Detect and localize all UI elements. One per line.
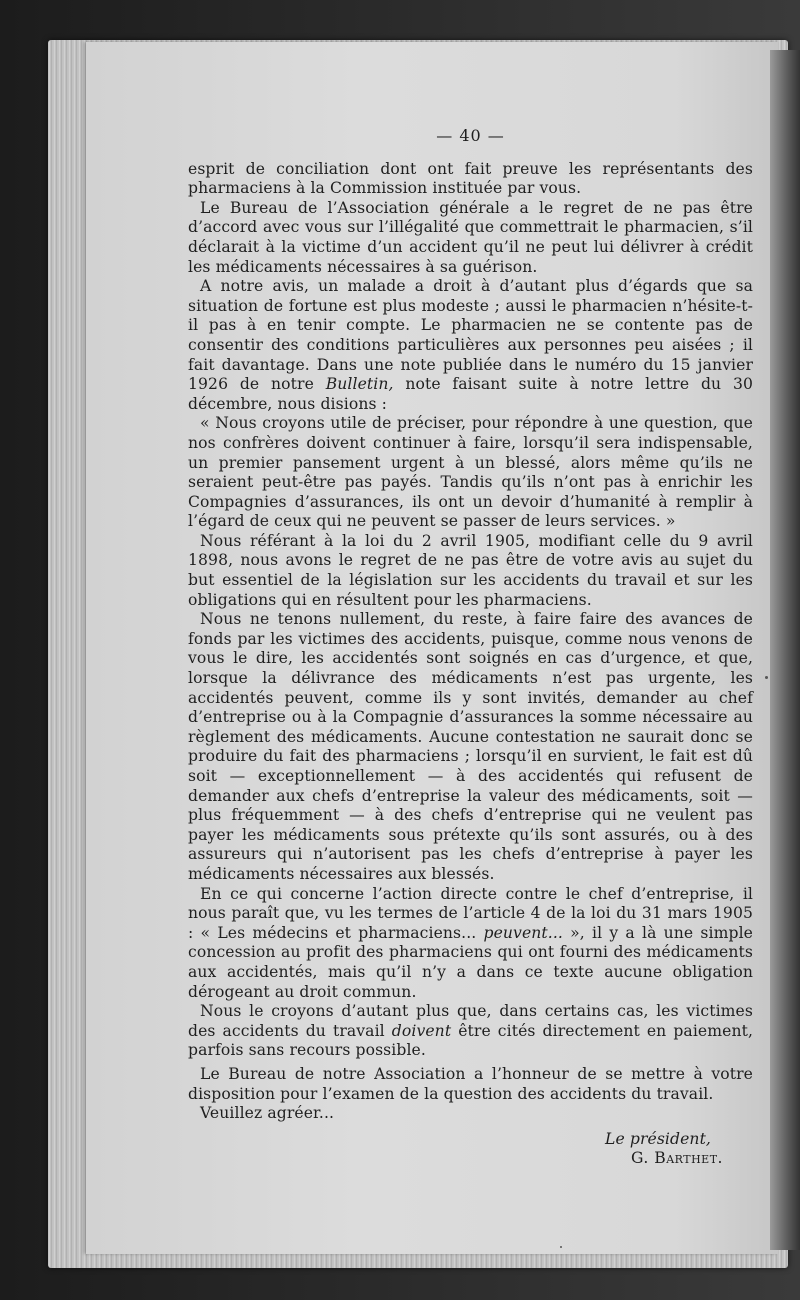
doivent-italic: doivent: [391, 1021, 452, 1040]
paragraph-8-tail: être cités directement en paiement, parfois sans recours possible.: [188, 1021, 754, 1060]
binding-shadow: [770, 50, 800, 1250]
document-body: [188, 126, 753, 1169]
closing-line: Veuillez agréer...: [200, 1104, 335, 1123]
ink-speck: [560, 1246, 562, 1248]
paragraph-3-text: A notre avis, un malade a droit à d’autant plus d’égards que sa situation de fortune est plus modeste ; aussi le pharmacien n’hésite-t-il pas à en tenir compte. Le pharmacien ne se contente pas de consentir des conditions particulières aux personnes peu aisées ; il fait davantage. Dans une note publiée dans le numéro du 15 janvier 1926 de notre: [188, 277, 753, 394]
peuvent-italic: peuvent...: [483, 923, 563, 942]
paragraph-6: Nous ne tenons nullement, du reste, à faire faire des avances de fonds par les victimes des accidents, puisque, comme nous venons de vous le dire, les accidentés sont soignés en cas d’urgence, et que, lorsque la délivrance des médicaments n’est pas urgente, les accidentés peuvent, comme ils y sont invités, demander au chef d’entreprise ou à la Compagnie d’assurances la somme nécessaire au règlement des médicaments. Aucune contestation ne saurait donc se produire du fait des pharmaciens ; lorsqu’il en survient, le fait est dû soit — exceptionnellement — à des accidentés qui refusent de demander aux chefs d’entreprise la valeur des médicaments, soit — plus fréquemment — à des chefs d’entreprise qui ne veulent pas payer les médicaments sous prétexte qu’ils sont assurés, ou à des assureurs qui n’autorisent pas les chefs d’entreprise à payer les médicaments nécessaires aux blessés.: [188, 610, 753, 883]
paragraph-8-text: Nous le croyons d’autant plus que, dans certains cas, les victimes des accidents du travail: [188, 1002, 753, 1040]
paragraph-3-tail: note faisant suite à notre lettre du 30 décembre, nous disions :: [188, 375, 753, 413]
paragraph-9: Le Bureau de notre Association a l’honneur de se mettre à votre disposition pour l’examen de la question des accidents du travail.: [188, 1064, 753, 1103]
signature-title: Le président,: [605, 1129, 711, 1148]
signature-block: [188, 1130, 753, 1169]
paragraph-1: esprit de conciliation dont ont fait preuve les représentants des pharmaciens à la Commission instituée par vous.: [188, 159, 753, 198]
paragraph-5: Nous référant à la loi du 2 avril 1905, modifiant celle du 9 avril 1898, nous avons le regret de ne pas être de votre avis au sujet du but essentiel de la législation sur les accidents du travail et sur les obligations qui en résultent pour les pharmaciens.: [188, 531, 753, 609]
quoted-note: « Nous croyons utile de préciser, pour répondre à une question, que nos confrères doivent continuer à faire, lorsqu’il sera indispensable, un premier pansement urgent à un blessé, alors même qu’ils ne seraient peut-être pas payés. Tandis qu’ils n’ont pas à enrichir les Compagnies d’assurances, ils ont un devoir d’humanité à remplir à l’égard de ceux qui ne peuvent se passer de leurs services. »: [188, 414, 753, 531]
signature-name: G. Barthet.: [630, 1149, 723, 1168]
page-number: — 40 —: [436, 126, 505, 145]
paragraph-7-text: En ce qui concerne l’action directe contre le chef d’entreprise, il nous paraît que, vu les termes de l’article 4 de la loi du 31 mars 1905 : « Les médecins et pharmaciens...: [188, 884, 753, 942]
paragraph-2: Le Bureau de l’Association générale a le regret de ne pas être d’accord avec vous sur l’illégalité que commettrait le pharmacien, s’il déclarait à la victime d’un accident qu’il ne peut lui délivrer à crédit les médicaments nécessaires à sa guérison.: [188, 198, 753, 276]
paragraph-8: [188, 1002, 753, 1061]
paragraph-3: [188, 277, 753, 414]
ink-speck: [765, 676, 768, 679]
paragraph-7-tail: », il y a là une simple concession au profit des pharmaciens qui ont fourni des médicaments aux accidentés, mais qu’il n’y a dans ce texte aucune obligation dérogeant au droit commun.: [188, 923, 753, 1001]
paragraph-7: [188, 885, 753, 1003]
bulletin-italic: Bulletin,: [325, 375, 394, 394]
